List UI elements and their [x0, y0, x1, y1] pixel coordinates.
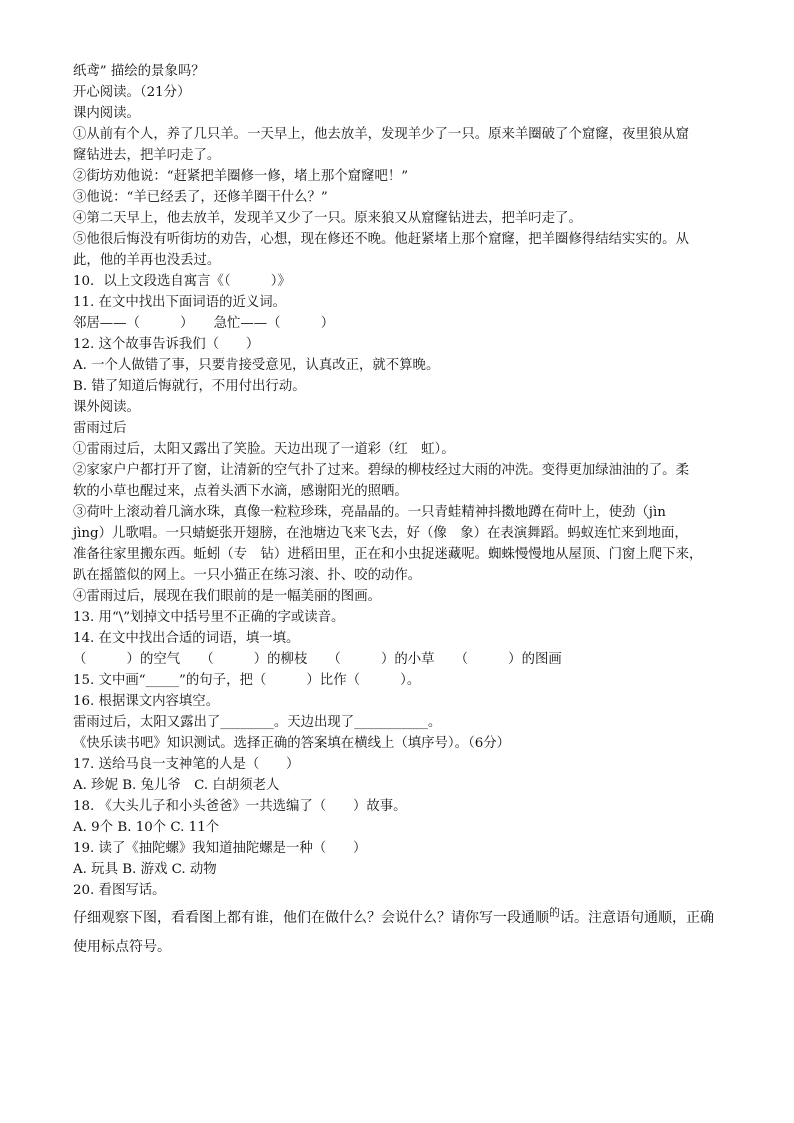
passage-title: 雷雨过后 — [73, 421, 127, 436]
text-line: ①雷雨过后，太阳又露出了笑脸。天边出现了一道彩（红 虹）。 — [73, 442, 455, 457]
text-line: ④雷雨过后，展现在我们眼前的是一幅美丽的图画。 — [73, 589, 381, 604]
question-13: 13. 用“\”划掉文中括号里不正确的字或读音。 — [73, 610, 345, 625]
option-a: A. 一个人做错了事，只要肯接受意见，认真改正，就不算晚。 — [73, 358, 440, 373]
text-line: ②街坊劝他说：“赶紧把羊圈修一修，堵上那个窟窿吧！” — [73, 169, 409, 184]
options-19: A. 玩具 B. 游戏 C. 动物 — [73, 862, 217, 877]
question-14: 14. 在文中找出合适的词语，填一填。 — [73, 631, 300, 646]
text-line: （ ）的空气 （ ）的柳枝 （ ）的小草 （ ）的图画 — [73, 652, 562, 667]
text-line: 准备往家里搬东西。蚯蚓（专 钻）进稻田里，正在和小虫捉迷藏呢。蜘蛛慢慢地从屋顶、门窗上爬下来， — [73, 547, 703, 562]
text-line: ②家家户户都打开了窗，让清新的空气扑了过来。碧绿的柳枝经过大雨的冲洗。变得更加绿油油的了。柔 — [73, 463, 689, 478]
text-line: 趴在摇篮似的网上。一只小猫正在练习滚、扑、咬的动作。 — [73, 568, 422, 583]
question-11: 11. 在文中找出下面词语的近义词。 — [73, 295, 287, 310]
text-line: ③荷叶上滚动着几滴水珠，真像一粒粒珍珠，亮晶晶的。一只青蛙精神抖擞地蹲在荷叶上，使劲（jìn — [73, 505, 666, 520]
text-line: jìng）儿歌唱。一只蜻蜓张开翅膀，在池塘边飞来飞去，好（像 象）在表演舞蹈。蚂蚁连忙来到地面， — [73, 526, 688, 541]
instruction-text: 仔细观察下图，看看图上都有谁，他们在做什么？会说什么？请你写一段通顺 — [73, 910, 549, 926]
question-19: 19. 读了《抽陀螺》我知道抽陀螺是一种（ ） — [73, 841, 367, 856]
question-15: 15. 文中画“_____”的句子，把（ ）比作（ ）。 — [73, 673, 421, 688]
question-10: 10．以上文段选自寓言《（ ）》 — [73, 274, 291, 289]
instruction-text-cont: 话。注意语句通顺，正确 — [560, 910, 714, 926]
question-16: 16. 根据课文内容填空。 — [73, 694, 220, 709]
question-20: 20. 看图写话。 — [73, 883, 166, 898]
question-17: 17. 送给马良一支神笔的人是（ ） — [73, 757, 300, 772]
text-line: 纸鸢” 描绘的景象吗？ — [73, 64, 205, 79]
options-17: A. 珍妮 B. 兔儿爷 C. 白胡须老人 — [73, 778, 280, 793]
text-line: 邻居——（ ） 急忙——（ ） — [73, 316, 335, 331]
text-line: ①从前有个人，养了几只羊。一天早上，他去放羊，发现羊少了一只。原来羊圈破了个窟窿，夜里狼从窟 — [73, 127, 689, 142]
text-line: 课内阅读。 — [73, 106, 140, 121]
section-heading: 课外阅读。 — [73, 400, 140, 415]
question-12: 12. 这个故事告诉我们（ ） — [73, 337, 260, 352]
text-line: 软的小草也醒过来，点着头洒下水滴，感谢阳光的照晒。 — [73, 484, 408, 499]
text-line: ③他说：“羊已经丢了，还修羊圈干什么？” — [73, 190, 328, 205]
section-heading: 《快乐读书吧》知识测试。选择正确的答案填在横线上（填序号）。（6分） — [73, 736, 511, 751]
text-line: 窿钻进去，把羊叼走了。 — [73, 148, 221, 163]
writing-instruction-line2: 使用标点符号。 — [73, 939, 171, 955]
question-18: 18. 《大头儿子和小头爸爸》一共选编了（ ）故事。 — [73, 799, 407, 814]
writing-instruction — [73, 908, 714, 929]
text-line: 雷雨过后，太阳又露出了________。天边出现了___________。 — [73, 715, 442, 730]
text-line: 此，他的羊再也没丢过。 — [73, 253, 221, 268]
text-line: ④第二天早上，他去放羊，发现羊又少了一只。原来狼又从窟窿钻进去，把羊叼走了。 — [73, 211, 582, 226]
text-line: 开心阅读。（21分） — [73, 85, 191, 100]
option-b: B. 错了知道后悔就行，不用付出行动。 — [73, 379, 306, 394]
instruction-sup: 的 — [549, 906, 560, 919]
text-line: ⑤他很后悔没有听街坊的劝告，心想，现在修还不晚。他赶紧堵上那个窟窿，把羊圈修得结结实实的。从 — [73, 232, 689, 247]
options-18: A. 9个 B. 10个 C. 11个 — [73, 820, 220, 835]
